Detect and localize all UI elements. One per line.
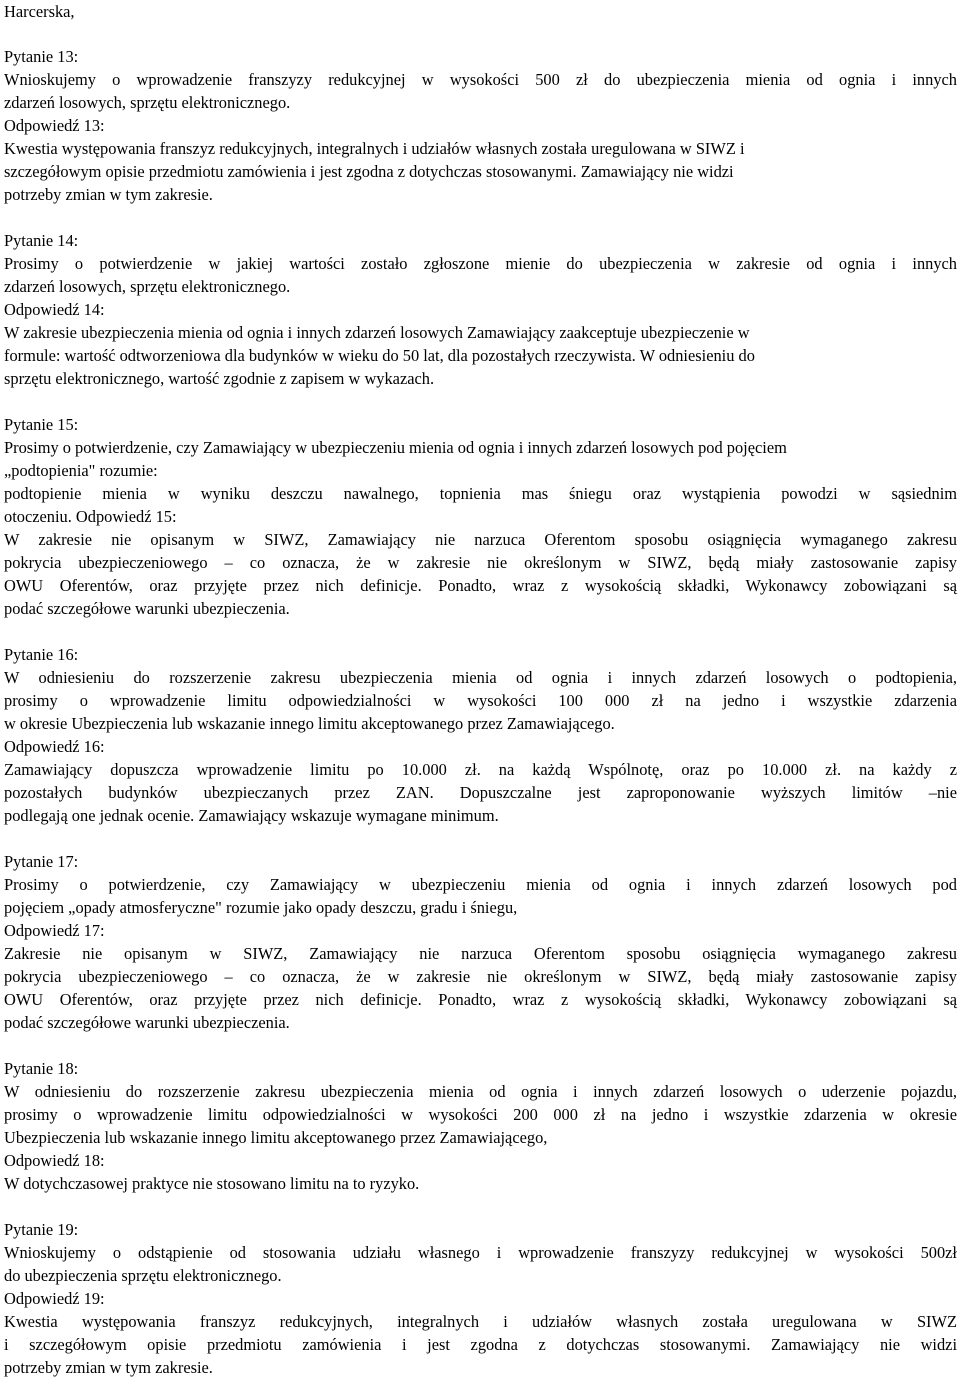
block-spacer bbox=[4, 390, 957, 413]
answer-title: Odpowiedź 19: bbox=[4, 1289, 105, 1308]
answer-text-line: potrzeby zmian w tym zakresie. bbox=[4, 1358, 213, 1377]
answer-text-line: pokrycia ubezpieczeniowego – co oznacza, że w zakresie nie określonym w SIWZ, będą miały zastosowanie zapisy bbox=[4, 967, 957, 986]
question-text-line: pojęciem „opady atmosferyczne" rozumie jako opady deszczu, gradu i śniegu, bbox=[4, 898, 518, 917]
answer-text-line: i szczegółowym opisie przedmiotu zamówienia i jest zgodna z dotychczas stosowanymi. Zamawiający nie widzi bbox=[4, 1335, 957, 1354]
question-title: Pytanie 16: bbox=[4, 645, 79, 664]
question-text-line: Prosimy o potwierdzenie, czy Zamawiający w ubezpieczeniu mienia od ognia i innych zdarzeń losowych pod pojęciem bbox=[4, 438, 787, 457]
answer-title-line bbox=[4, 114, 957, 137]
question-title: Pytanie 17: bbox=[4, 852, 79, 871]
question-text-tail: otoczeniu. bbox=[4, 507, 72, 526]
question-text-line: Wnioskujemy o odstąpienie od stosowania udziału własnego i wprowadzenie franszyzy redukcyjnej w wysokości 500zł bbox=[4, 1243, 957, 1262]
question-text-line: Prosimy o potwierdzenie w jakiej wartości zostało zgłoszone mienie do ubezpieczenia w zakresie od ognia i innych bbox=[4, 254, 957, 273]
question-title: Pytanie 19: bbox=[4, 1220, 79, 1239]
answer-title: Odpowiedź 16: bbox=[4, 737, 105, 756]
answer-title-line bbox=[4, 298, 957, 321]
answer-text-line: W zakresie ubezpieczenia mienia od ognia i innych zdarzeń losowych Zamawiający zaakceptuje ubezpieczenie w bbox=[4, 323, 750, 342]
block-spacer bbox=[4, 1034, 957, 1057]
block-spacer bbox=[4, 1195, 957, 1218]
answer-title: Odpowiedź 15: bbox=[75, 507, 177, 526]
answer-title-line bbox=[4, 1149, 957, 1172]
answer-text-line: pozostałych budynków ubezpieczanych przez ZAN. Dopuszczalne jest zaproponowanie wyższych limitów –nie bbox=[4, 783, 957, 802]
answer-title: Odpowiedź 14: bbox=[4, 300, 105, 319]
qa-block bbox=[4, 643, 957, 850]
answer-text-line: sprzętu elektronicznego, wartość zgodnie z zapisem w wykazach. bbox=[4, 369, 435, 388]
question-text-line: zdarzeń losowych, sprzętu elektronicznego. bbox=[4, 93, 291, 112]
block-spacer bbox=[4, 206, 957, 229]
question-text-line: Ubezpieczenia lub wskazanie innego limitu akceptowanego przez Zamawiającego, bbox=[4, 1128, 548, 1147]
question-text-line: Wnioskujemy o wprowadzenie franszyzy redukcyjnej w wysokości 500 zł do ubezpieczenia mienia od ognia i innych bbox=[4, 70, 957, 89]
question-text-line: Prosimy o potwierdzenie, czy Zamawiający w ubezpieczeniu mienia od ognia i innych zdarzeń losowych pod bbox=[4, 875, 957, 894]
spacer bbox=[4, 23, 957, 45]
question-title: Pytanie 15: bbox=[4, 415, 79, 434]
question-title: Pytanie 13: bbox=[4, 47, 79, 66]
salutation: Harcerska, bbox=[4, 2, 75, 21]
qa-block bbox=[4, 229, 957, 413]
qa-block bbox=[4, 1057, 957, 1218]
answer-text-line: podać szczegółowe warunki ubezpieczenia. bbox=[4, 1013, 290, 1032]
qa-block bbox=[4, 850, 957, 1057]
block-spacer bbox=[4, 620, 957, 643]
answer-text-line: formule: wartość odtworzeniowa dla budynków w wieku do 50 lat, dla pozostałych rzeczywista. W odniesieniu do bbox=[4, 346, 755, 365]
answer-text-line: Kwestia występowania franszyz redukcyjnych, integralnych i udziałów własnych została uregulowana w SIWZ bbox=[4, 1312, 957, 1331]
answer-text-line: podlegają one jednak ocenie. Zamawiający wskazuje wymagane minimum. bbox=[4, 806, 499, 825]
answer-title-line bbox=[4, 1287, 957, 1310]
question-text-line: prosimy o wprowadzenie limitu odpowiedzialności w wysokości 100 000 zł na jedno i wszystkie zdarzenia bbox=[4, 691, 957, 710]
answer-text-line: OWU Oferentów, oraz przyjęte przez nich definicje. Ponadto, wraz z wysokością składki, Wykonawcy zobowiązani są bbox=[4, 576, 957, 595]
answer-text-line: potrzeby zmian w tym zakresie. bbox=[4, 185, 213, 204]
answer-text-line: Zamawiający dopuszcza wprowadzenie limitu po 10.000 zł. na każdą Wspólnotę, oraz po 10.000 zł. na każdy z bbox=[4, 760, 957, 779]
answer-text-line: W dotychczasowej praktyce nie stosowano limitu na to ryzyko. bbox=[4, 1174, 420, 1193]
block-spacer bbox=[4, 827, 957, 850]
answer-title: Odpowiedź 18: bbox=[4, 1151, 105, 1170]
question-text-line: „podtopienia" rozumie: bbox=[4, 461, 158, 480]
question-text-line: w okresie Ubezpieczenia lub wskazanie innego limitu akceptowanego przez Zamawiającego. bbox=[4, 714, 615, 733]
answer-text-line: szczegółowym opisie przedmiotu zamówienia i jest zgodna z dotychczas stosowanymi. Zamawiający nie widzi bbox=[4, 162, 734, 181]
document-page bbox=[4, 0, 957, 1379]
qa-list bbox=[4, 45, 957, 1379]
question-text-line: W odniesieniu do rozszerzenie zakresu ubezpieczenia mienia od ognia i innych zdarzeń losowych o podtopienia, bbox=[4, 668, 957, 687]
answer-text-line: W zakresie nie opisanym w SIWZ, Zamawiający nie narzuca Oferentom sposobu osiągnięcia wymaganego zakresu bbox=[4, 530, 957, 549]
answer-text-line: Zakresie nie opisanym w SIWZ, Zamawiający nie narzuca Oferentom sposobu osiągnięcia wymaganego zakresu bbox=[4, 944, 957, 963]
qa-block bbox=[4, 45, 957, 229]
question-text-line: prosimy o wprowadzenie limitu odpowiedzialności w wysokości 200 000 zł na jedno i wszystkie zdarzenia w okresie bbox=[4, 1105, 957, 1124]
answer-text-line: Kwestia występowania franszyz redukcyjnych, integralnych i udziałów własnych została uregulowana w SIWZ i bbox=[4, 139, 745, 158]
answer-title: Odpowiedź 13: bbox=[4, 116, 105, 135]
answer-title-line bbox=[4, 735, 957, 758]
question-text-line: zdarzeń losowych, sprzętu elektronicznego. bbox=[4, 277, 291, 296]
qa-block bbox=[4, 1218, 957, 1379]
question-title: Pytanie 14: bbox=[4, 231, 79, 250]
answer-title-line bbox=[4, 505, 957, 528]
question-title: Pytanie 18: bbox=[4, 1059, 79, 1078]
answer-text-line: podać szczegółowe warunki ubezpieczenia. bbox=[4, 599, 290, 618]
question-text-line: W odniesieniu do rozszerzenie zakresu ubezpieczenia mienia od ognia i innych zdarzeń losowych o uderzenie pojazdu, bbox=[4, 1082, 957, 1101]
answer-title-line bbox=[4, 919, 957, 942]
question-text-line: do ubezpieczenia sprzętu elektronicznego. bbox=[4, 1266, 282, 1285]
qa-block bbox=[4, 413, 957, 643]
question-text-line: podtopienie mienia w wyniku deszczu nawalnego, topnienia mas śniegu oraz wystąpienia powodzi w sąsiednim bbox=[4, 484, 957, 503]
answer-text-line: pokrycia ubezpieczeniowego – co oznacza, że w zakresie nie określonym w SIWZ, będą miały zastosowanie zapisy bbox=[4, 553, 957, 572]
answer-text-line: OWU Oferentów, oraz przyjęte przez nich definicje. Ponadto, wraz z wysokością składki, Wykonawcy zobowiązani są bbox=[4, 990, 957, 1009]
answer-title: Odpowiedź 17: bbox=[4, 921, 105, 940]
